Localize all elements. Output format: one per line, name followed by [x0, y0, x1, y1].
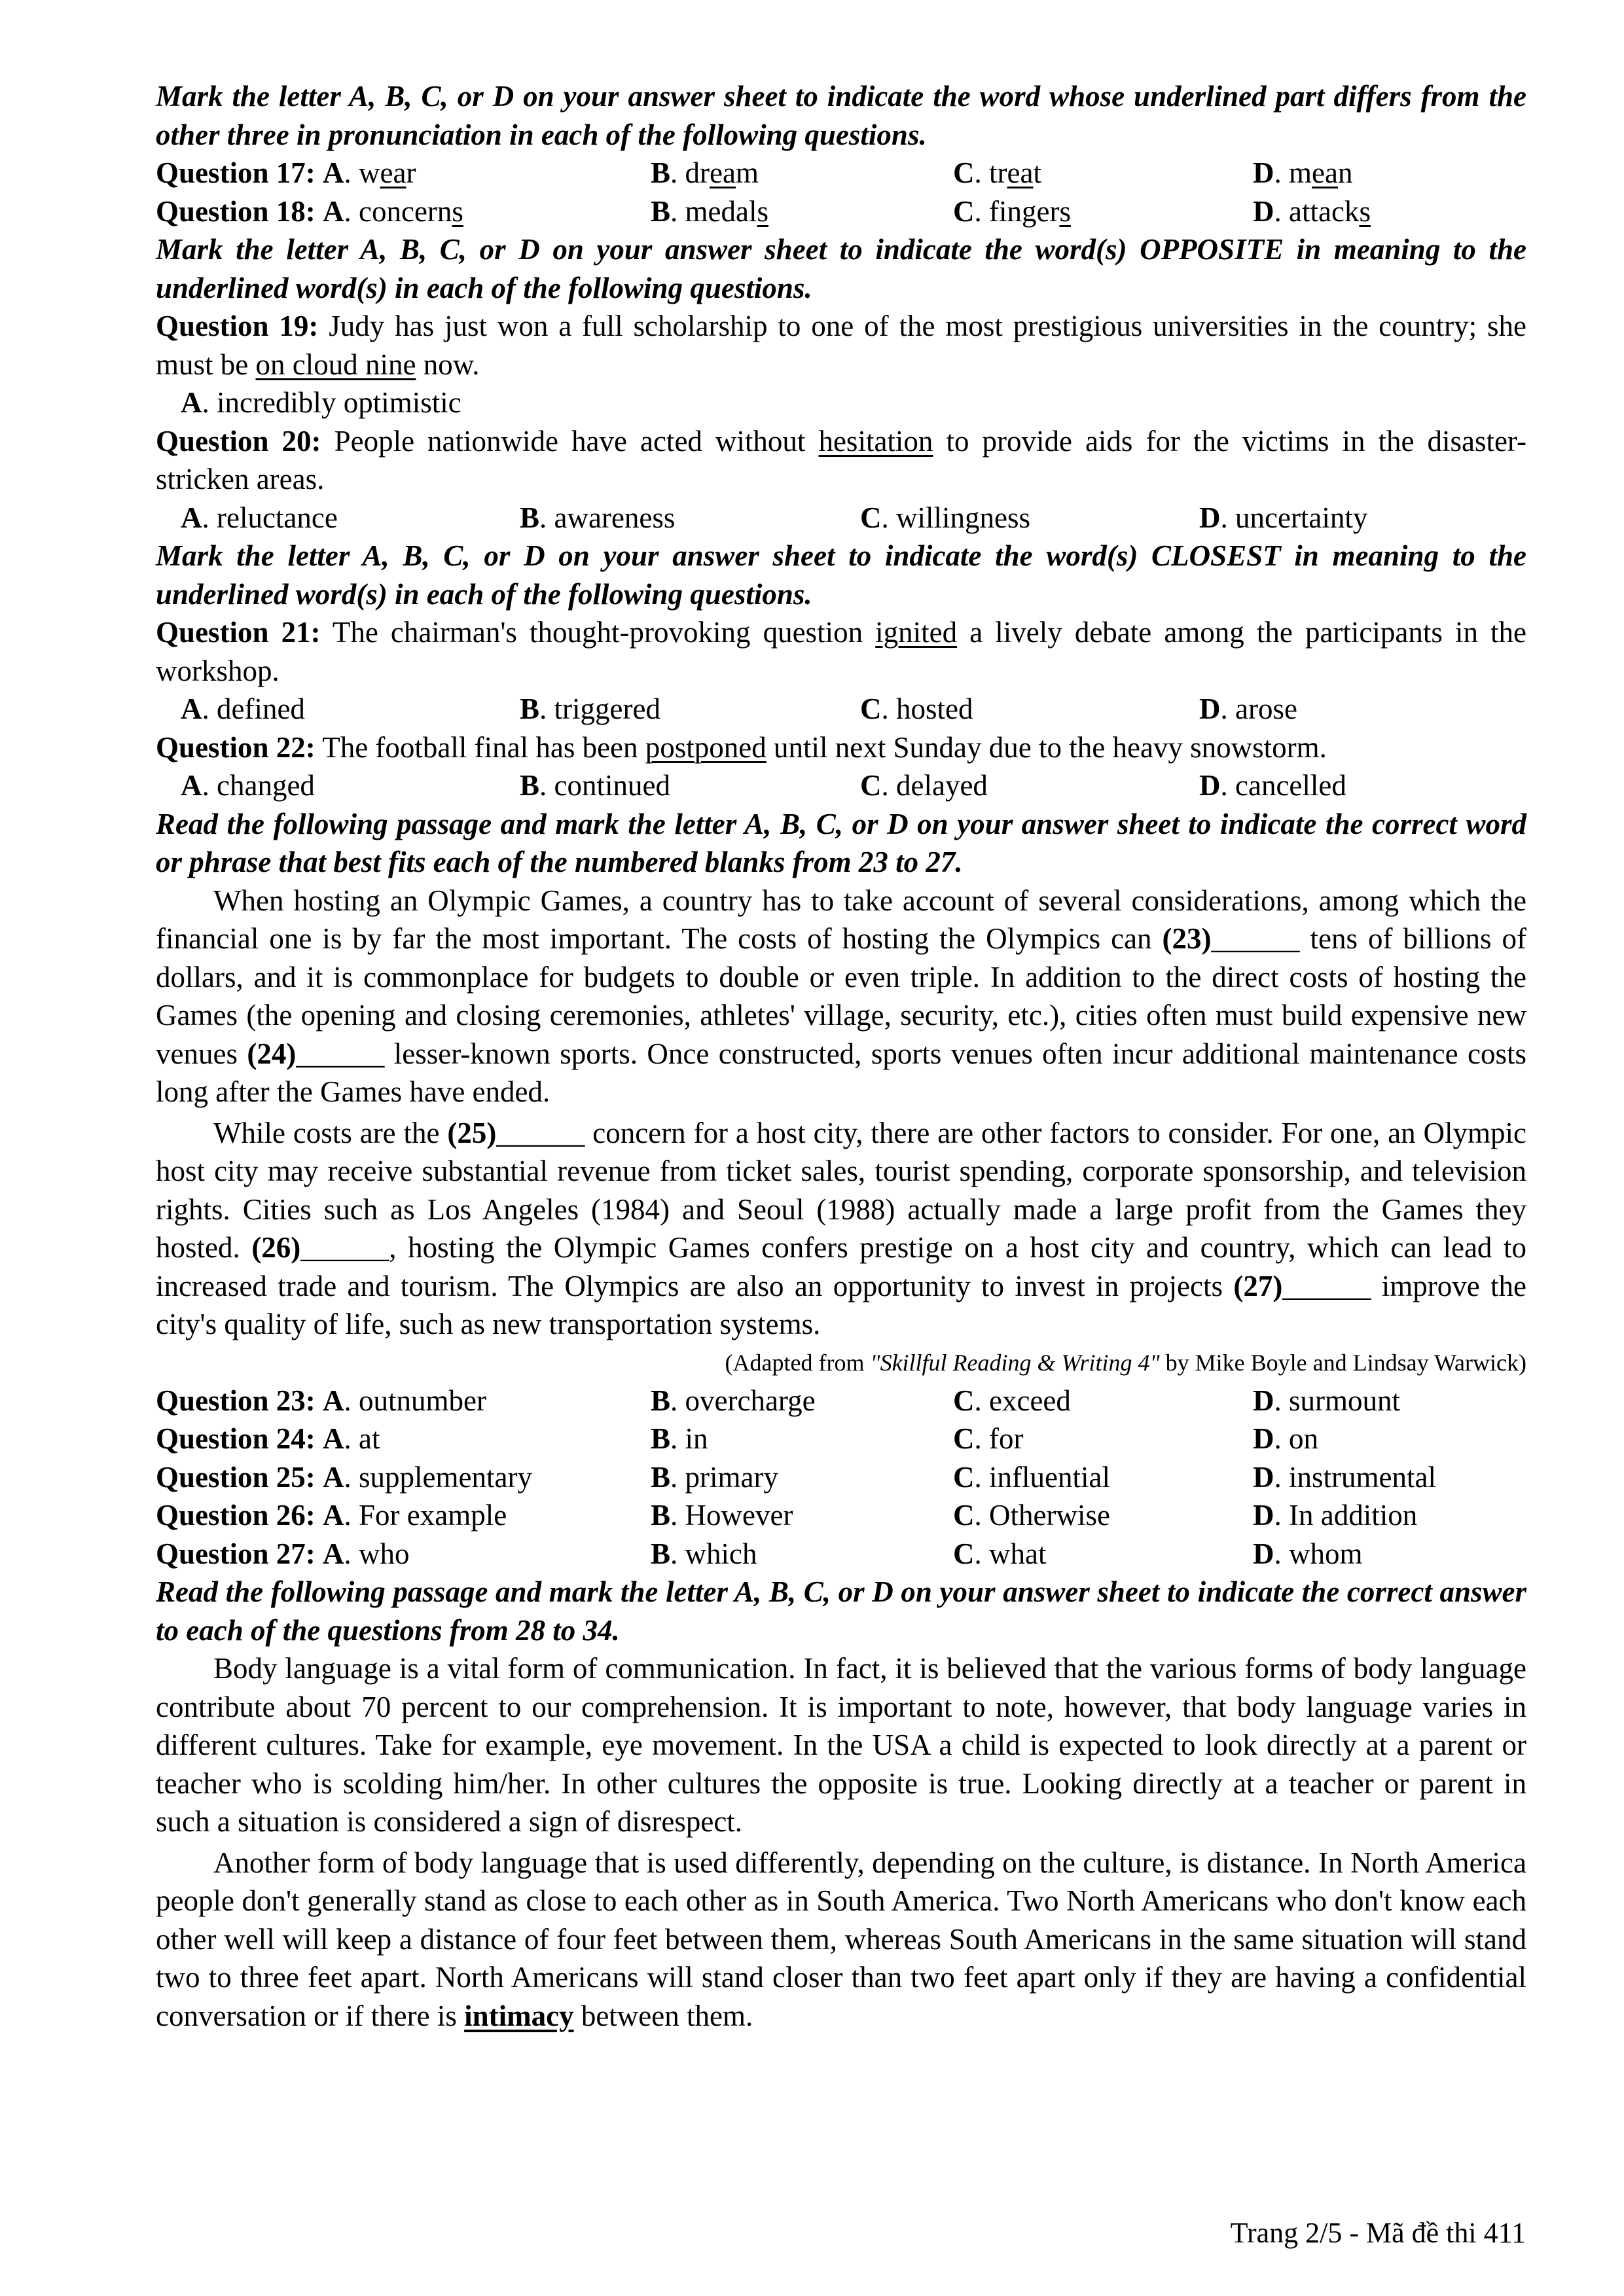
option-b: which	[685, 1537, 757, 1570]
blank-26: (26)	[251, 1231, 301, 1264]
question-label: Question 24:	[156, 1422, 316, 1455]
instruction-closest: Mark the letter A, B, C, or D on your answer sheet to indicate the word(s) CLOSEST in meaning to the underlined word(s) in each of the following questions.	[156, 539, 1526, 611]
exam-page	[156, 77, 1526, 2035]
question-label: Question 19:	[156, 310, 319, 342]
underlined-part: s	[1059, 194, 1071, 228]
blank-24: (24)	[247, 1037, 297, 1070]
option-c: Otherwise	[989, 1499, 1110, 1532]
question-19-options: A. incredibly optimistic	[181, 386, 461, 419]
blank-25: (25)	[447, 1116, 497, 1149]
instruction-opposite: Mark the letter A, B, C, or D on your answer sheet to indicate the word(s) OPPOSITE in meaning to the underlined word(s) in each of the following questions.	[156, 233, 1526, 304]
question-22: Question 22: The football final has been postponed until next Sunday due to the heavy snowstorm.	[156, 730, 1327, 764]
question-17: Question 17: A. wear B. dream C. treat D. mean	[156, 156, 1353, 189]
option-d: surmount	[1289, 1384, 1401, 1417]
question-23: Question 23: A. outnumber B. overcharge C. exceed D. surmount	[156, 1384, 1401, 1417]
instruction-reading: Read the following passage and mark the letter A, B, C, or D on your answer sheet to indicate the correct answer to each of the questions from 28 to 34.	[156, 1575, 1526, 1647]
question-24: Question 24: A. at B. in C. for D. on	[156, 1422, 1318, 1455]
option-d: cancelled	[1235, 769, 1346, 802]
option-a: incredibly optimistic	[217, 386, 461, 419]
question-label: Question 22:	[156, 730, 316, 764]
cloze-paragraph-1: When hosting an Olympic Games, a country has to take account of several considerations, among which the financial one is by far the most important. The costs of hosting the Olympics can (23)______ tens of billions of dollars, and it is commonplace for budgets to double or even triple. In addition to the direct costs of hosting the Games (the opening and closing ceremonies, athletes' village, security, etc.), cities often must build expensive new venues (24)______ lesser-known sports. Once constructed, sports venues often incur additional maintenance costs long after the Games have ended.	[156, 884, 1526, 1108]
underlined-word: ignited	[875, 616, 958, 649]
option-b: overcharge	[685, 1384, 816, 1417]
option-d: whom	[1289, 1537, 1363, 1570]
underlined-part: ea	[1312, 156, 1338, 189]
question-19: Question 19: Judy has just won a full scholarship to one of the most prestigious universities in the country; she must be on cloud nine now.	[156, 310, 1527, 381]
underlined-part: s	[452, 194, 463, 228]
option-b: primary	[685, 1460, 778, 1494]
underlined-phrase: on cloud nine	[255, 348, 416, 381]
blank-23: (23)	[1162, 922, 1212, 955]
option-a: supplementary	[359, 1460, 532, 1494]
option-b: triggered	[554, 692, 660, 725]
option-a: reluctance	[217, 501, 338, 534]
underlined-part: s	[1359, 194, 1371, 228]
source-title: "Skillful Reading & Writing 4"	[870, 1349, 1160, 1376]
question-label: Question 17:	[156, 156, 316, 189]
option-c: for	[989, 1422, 1024, 1455]
cloze-paragraph-2: While costs are the (25)______ concern for a host city, there are other factors to consider. For one, an Olympic host city may receive substantial revenue from ticket sales, tourist spending, corporate sponsorship, and television rights. Cities such as Los Angeles (1984) and Seoul (1988) actually made a large profit from the Games they hosted. (26)______, hosting the Olympic Games confers prestige on a host city and country, which can lead to increased trade and tourism. The Olympics are also an opportunity to invest in projects (27)______ improve the city's quality of life, such as new transportation systems.	[156, 1116, 1526, 1340]
question-18: Question 18: A. concerns B. medals C. fingers D. attacks	[156, 194, 1371, 228]
option-d: instrumental	[1289, 1460, 1436, 1494]
option-a: who	[359, 1537, 410, 1570]
option-b: in	[685, 1422, 708, 1455]
option-a: outnumber	[359, 1384, 486, 1417]
option-a: changed	[217, 769, 315, 802]
option-a: defined	[217, 692, 305, 725]
underlined-bold-word: intimacy	[464, 1999, 574, 2032]
underlined-part: ea	[1007, 156, 1034, 189]
option-c: willingness	[896, 501, 1031, 534]
question-label: Question 26:	[156, 1499, 316, 1532]
option-c: exceed	[989, 1384, 1071, 1417]
question-label: Question 20:	[156, 424, 321, 457]
option-b: continued	[554, 769, 670, 802]
question-21: Question 21: The chairman's thought-provoking question ignited a lively debate among the participants in the workshop.	[156, 616, 1527, 687]
source-citation: (Adapted from "Skillful Reading & Writing 4" by Mike Boyle and Lindsay Warwick)	[725, 1349, 1526, 1376]
option-b: However	[685, 1499, 793, 1532]
option-b: awareness	[554, 501, 676, 534]
underlined-word: postponed	[645, 730, 767, 764]
underlined-part: s	[757, 194, 768, 228]
option-a: at	[359, 1422, 380, 1455]
option-c: influential	[989, 1460, 1110, 1494]
option-d: arose	[1235, 692, 1297, 725]
instruction-pronunciation: Mark the letter A, B, C, or D on your answer sheet to indicate the word whose underlined part differs from the other three in pronunciation in each of the following questions.	[156, 80, 1526, 151]
option-a: For example	[359, 1499, 507, 1532]
blank-27: (27)	[1233, 1269, 1283, 1302]
question-20: Question 20: People nationwide have acted without hesitation to provide aids for the victims in the disaster-stricken areas.	[156, 424, 1526, 495]
question-25: Question 25: A. supplementary B. primary C. influential D. instrumental	[156, 1460, 1436, 1494]
question-label: Question 27:	[156, 1537, 316, 1570]
instruction-cloze: Read the following passage and mark the letter A, B, C, or D on your answer sheet to indicate the correct word or phrase that best fits each of the numbered blanks from 23 to 27.	[156, 807, 1526, 878]
option-d: on	[1289, 1422, 1318, 1455]
question-label: Question 23:	[156, 1384, 316, 1417]
reading-paragraph-1: Body language is a vital form of communication. In fact, it is believed that the various forms of body language contribute about 70 percent to our comprehension. It is important to note, however, that body language varies in different cultures. Take for example, eye movement. In the USA a child is expected to look directly at a parent or teacher who is scolding him/her. In other cultures the opposite is true. Looking directly at a teacher or parent in such a situation is considered a sign of disrespect.	[156, 1652, 1526, 1838]
underlined-part: ea	[380, 156, 406, 189]
question-22-options: A. changed B. continued C. delayed D. cancelled	[181, 769, 1346, 802]
option-c: what	[989, 1537, 1047, 1570]
option-c: delayed	[896, 769, 988, 802]
question-label: Question 25:	[156, 1460, 316, 1494]
option-d: uncertainty	[1235, 501, 1368, 534]
page-footer: Trang 2/5 - Mã đề thi 411	[1230, 2217, 1526, 2249]
question-label: Question 18:	[156, 194, 316, 228]
question-26: Question 26: A. For example B. However C. Otherwise D. In addition	[156, 1499, 1418, 1532]
reading-paragraph-2: Another form of body language that is used differently, depending on the culture, is distance. In North America people don't generally stand as close to each other as in South America. Two North Americans who don't know each other well will keep a distance of four feet between them, whereas South Americans in the same situation will stand two to three feet apart. North Americans will stand closer than two feet apart only if they are having a confidential conversation or if there is intimacy between them.	[156, 1846, 1526, 2032]
option-c: hosted	[896, 692, 973, 725]
option-d: In addition	[1289, 1499, 1418, 1532]
underlined-part: ea	[710, 156, 736, 189]
question-20-options: A. reluctance B. awareness C. willingness D. uncertainty	[181, 501, 1368, 534]
question-label: Question 21:	[156, 616, 321, 649]
question-27: Question 27: A. who B. which C. what D. whom	[156, 1537, 1363, 1570]
underlined-word: hesitation	[818, 424, 933, 457]
question-21-options: A. defined B. triggered C. hosted D. arose	[181, 692, 1297, 725]
